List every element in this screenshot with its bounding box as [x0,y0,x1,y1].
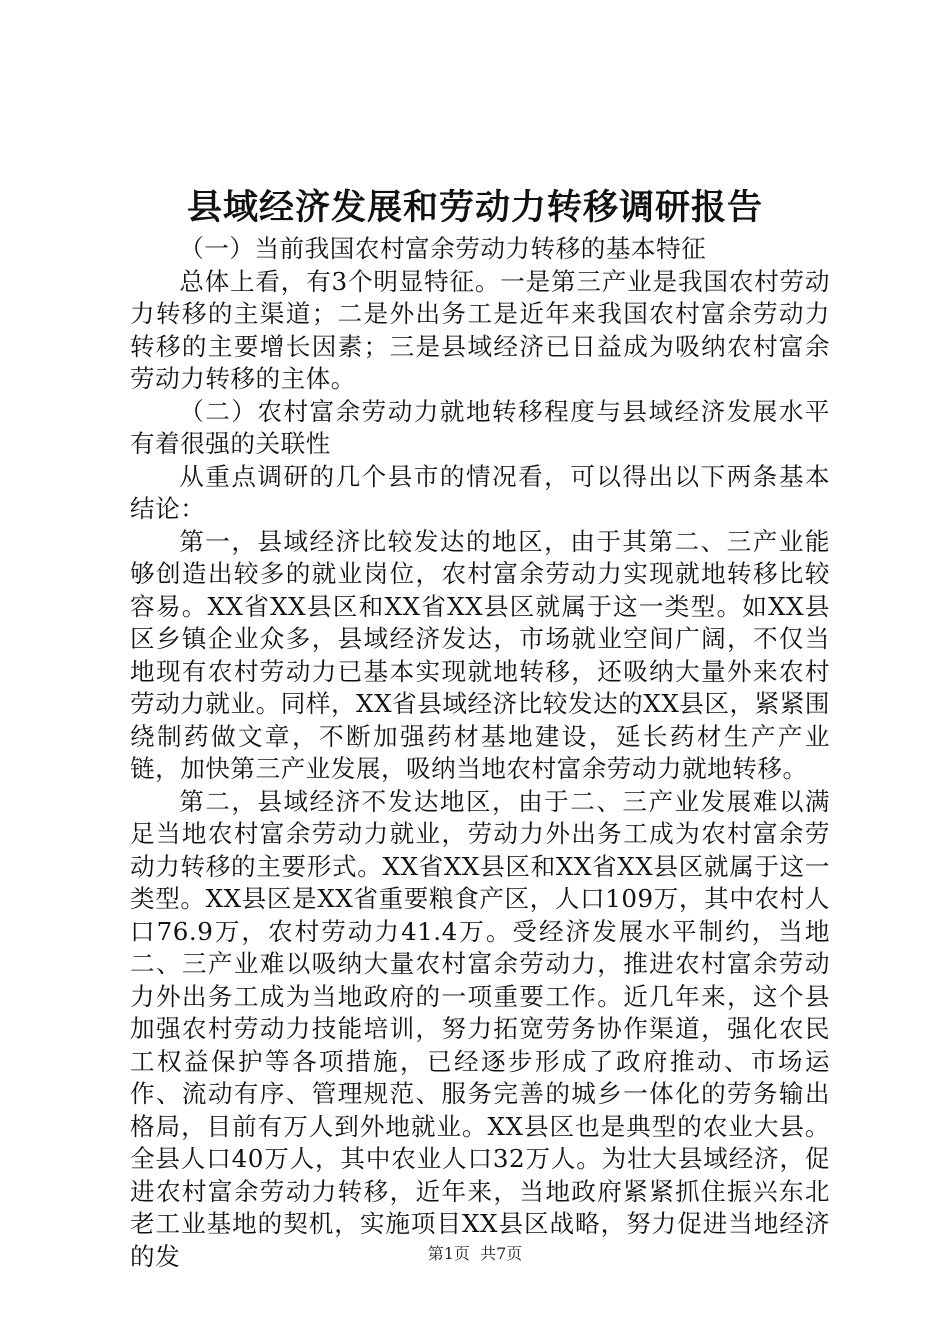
page-footer [0,1243,950,1265]
section-heading-1: （一）当前我国农村富余劳动力转移的基本特征 [179,234,707,263]
page-number: 第1页 共7页 [427,1244,523,1263]
document-body [130,233,830,1273]
section-heading-2: （二）农村富余劳动力就地转移程度与县域经济发展水平有着很强的关联性 [130,396,830,458]
paragraph-features: 总体上看，有3个明显特征。一是第三产业是我国农村劳动力转移的主渠道；二是外出务工是近年来我国农村富余劳动力转移的主要增长因素；三是县域经济已日益成为吸纳农村富余劳动力转移的主体。 [130,266,830,393]
paragraph-conclusions-intro: 从重点调研的几个县市的情况看，可以得出以下两条基本结论： [130,461,830,523]
document-title: 县域经济发展和劳动力转移调研报告 [186,188,763,228]
paragraph-second-conclusion: 第二，县域经济不发达地区，由于二、三产业发展难以满足当地农村富余劳动力就业，劳动力外出务工成为农村富余劳动力转移的主要形式。XX省XX县区和XX省XX县区就属于这一类型。XX县区是XX省重要粮食产区，人口109万，其中农村人口76.9万，农村劳动力41.4万。受经济发展水平制约，当地二、三产业难以吸纳大量农村富余劳动力，推进农村富余劳动力外出务工成为当地政府的一项重要工作。近几年来，这个县加强农村劳动力技能培训，努力拓宽劳务协作渠道，强化农民工权益保护等各项措施，已经逐步形成了政府推动、市场运作、流动有序、管理规范、服务完善的城乡一体化的劳务输出格局，目前有万人到外地就业。XX县区也是典型的农业大县。全县人口40万人，其中农业人口32万人。为壮大县域经济，促进农村富余劳动力转移，近年来，当地政府紧紧抓住振兴东北老工业基地的契机，实施项目XX县区战略，努力促进当地经济的发 [130,786,830,1271]
paragraph-first-conclusion: 第一，县域经济比较发达的地区，由于其第二、三产业能够创造出较多的就业岗位，农村富余劳动力实现就地转移比较容易。XX省XX县区和XX省XX县区就属于这一类型。如XX县区乡镇企业众多，县域经济发达，市场就业空间广阔，不仅当地现有农村劳动力已基本实现就地转移，还吸纳大量外来农村劳动力就业。同样，XX省县域经济比较发达的XX县区，紧紧围绕制药做文章，不断加强药材基地建设，延长药材生产产业链，加快第三产业发展，吸纳当地农村富余劳动力就地转移。 [130,526,830,783]
